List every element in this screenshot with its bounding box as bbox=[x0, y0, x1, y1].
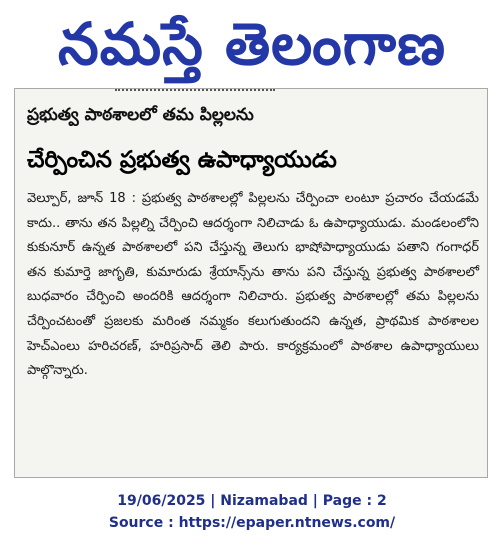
clipping-footer bbox=[0, 490, 504, 534]
newspaper-masthead: నమస్తే తెలంగాణ bbox=[58, 10, 446, 78]
article-sub-headline: ప్రభుత్వ పాఠశాలలో తమ పిల్లలను bbox=[27, 105, 254, 125]
date-edition-page-line: 19/06/2025 | Nizamabad | Page : 2 bbox=[117, 493, 387, 509]
news-clipping bbox=[14, 88, 488, 478]
source-line[interactable]: Source : https://epaper.ntnews.com/ bbox=[108, 515, 396, 531]
clipping-top-cut-edge bbox=[115, 89, 275, 99]
article-body: వెల్పూర్, జూన్ 18 : ప్రభుత్వ పాఠశాలల్లో పిల్లలను చేర్పించా లంటూ ప్రచారం చేయడమే కాదు.. తాను తన పిల్లల్ని చేర్పించి ఆదర్శంగా నిలిచాడు ఓ ఉపాధ్యాయుడు. మండలంలోని కుకునూర్ ఉన్నత పాఠశాలలో పని చేస్తున్న తెలుగు భాషోపాధ్యాయుడు పతాని గంగాధర్ తన కుమార్తె జాగృతి, కుమారుడు శ్రేయాన్స్‌ను తాను పని చేస్తున్న ప్రభుత్వ పాఠశాలలో బుధవారం చేర్పించి అందరికి ఆదర్శంగా నిలిచారు. ప్రభుత్వ పాఠశాలల్లో తమ పిల్లలను చేర్పించటంతో ప్రజలకు మరింత నమ్మకం కలుగుతుందని ఉన్నత, ప్రాథమిక పాఠశాలల హెచ్‌ఎంలు హరిచరణ్, హరిప్రసాద్ తెలి పారు. కార్యక్రమంలో పాఠశాల ఉపాధ్యాయులు పాల్గొన్నారు. bbox=[27, 191, 479, 379]
article-main-headline: చేర్పించిన ప్రభుత్వ ఉపాధ్యాయుడు bbox=[27, 147, 337, 173]
